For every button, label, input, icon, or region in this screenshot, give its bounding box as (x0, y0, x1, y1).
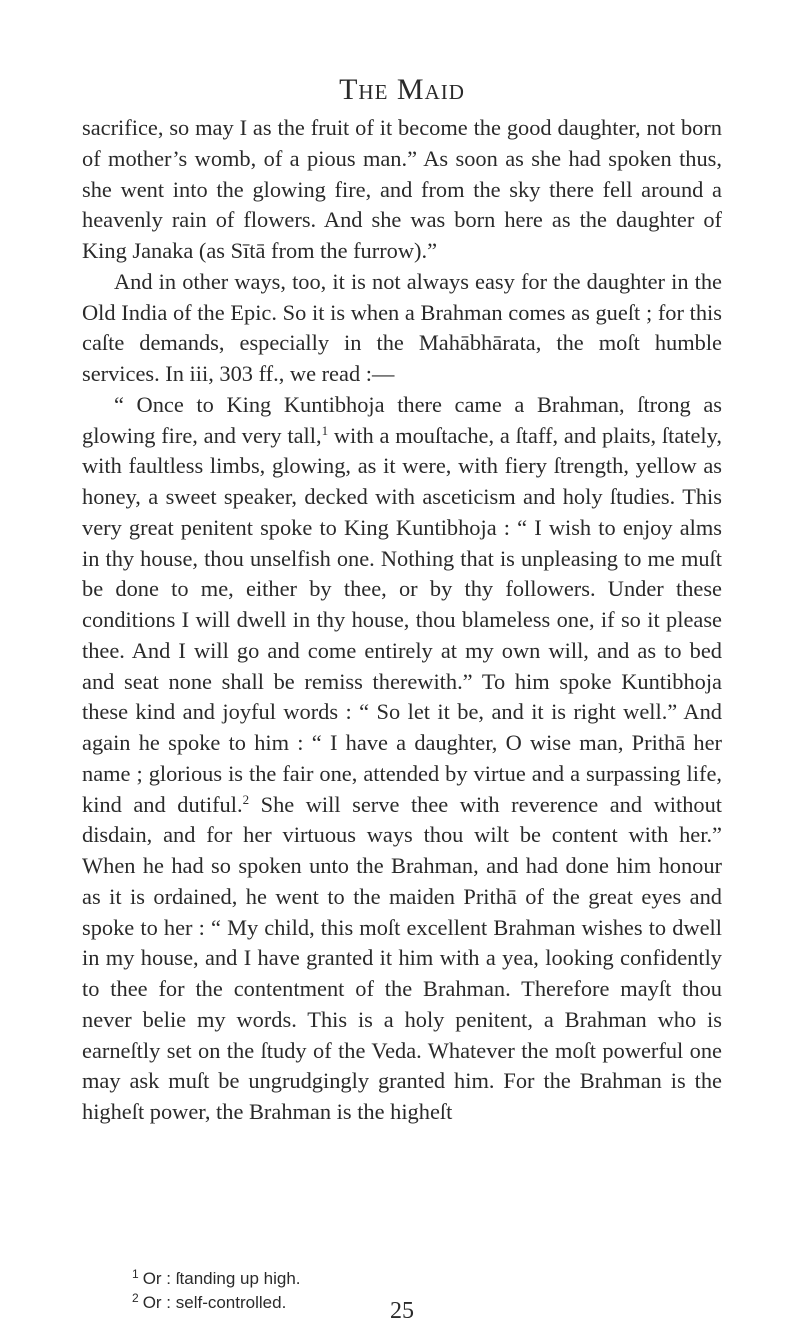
paragraph-text: “ Once to King Kuntibhoja there came a Brahman, ſtrong as glowing fire, and very tall, (82, 391, 722, 448)
footnote-text: Or : self-controlled. (142, 1293, 287, 1312)
footnote-text: Or : ſtanding up high. (142, 1269, 301, 1288)
paragraph-text: She will serve thee with reverence and without disdain, and for her virtuous ways thou wilt be content with her.” When he had so spoken unto the Brahman, and had done him honour as it is ordained, he went to the maiden Prithā of the great eyes and spoke to her : “ My child, this moſt excellent Brahman wishes to dwell in my house, and I have granted it him with a yea, looking confidently to thee for the contentment of the Brahman. Therefore mayſt thou never belie my words. This is a holy penitent, a Brahman who is earneſtly set on the ſtudy of the Veda. Whatever the moſt powerful one may ask muſt be ungrudgingly granted him. For the Brahman is the higheſt power, the Brahman is the higheſt (82, 791, 723, 1124)
paragraph-text: with a mouſtache, a ſtaff, and plaits, ſtately, with faultless limbs, glowing, as it were, with fiery ſtrength, yellow as honey, a sweet speaker, decked with asceticism and holy ſtudies. This very great penitent spoke to King Kuntibhoja : “ I wish to enjoy alms in thy house, thou unselfish one. Nothing that is unpleasing to me muſt be done to me, either by thee, or by thy followers. Under these conditions I will dwell in thy house, thou blameless one, if so it please thee. And I will go and come entirely at my own will, and as to bed and seat none shall be remiss therewith.” To him spoke Kuntibhoja these kind and joyful words : “ So let it be, and it is right well.” And again he spoke to him : “ I have a daughter, O wise man, Prithā her name ; glorious is the fair one, attended by virtue and a surpassing life, kind and dutiful. (82, 422, 722, 817)
footnote-mark: 2 (132, 1291, 139, 1305)
page-number: 25 (390, 1298, 414, 1324)
paragraph: And in other ways, too, it is not always easy for the daughter in the Old India of the Epic. So it is when a Brahman comes as gueſt ; for this caſte demands, especially in the Mahābhārata, the moſt humble services. In iii, 303 ff., we read :— (82, 268, 722, 386)
footnote-reference[interactable]: 1 (321, 422, 329, 438)
footnote-reference[interactable]: 2 (242, 791, 250, 807)
body-text (82, 113, 722, 1128)
book-page (82, 0, 722, 1331)
running-head: The Maid (339, 73, 465, 106)
paragraph-quotation (82, 390, 722, 1128)
footnote-mark: 1 (132, 1267, 139, 1281)
paragraph-continuation: sacrifice, so may I as the fruit of it become the good daughter, not born of mother’s womb, of a pious man.” As soon as she had spoken thus, she went into the glowing fire, and from the sky there fell around a heavenly rain of flowers. And she was born here as the daughter of King Janaka (as Sītā from the furrow).” (82, 115, 722, 263)
footnote (82, 1267, 722, 1291)
